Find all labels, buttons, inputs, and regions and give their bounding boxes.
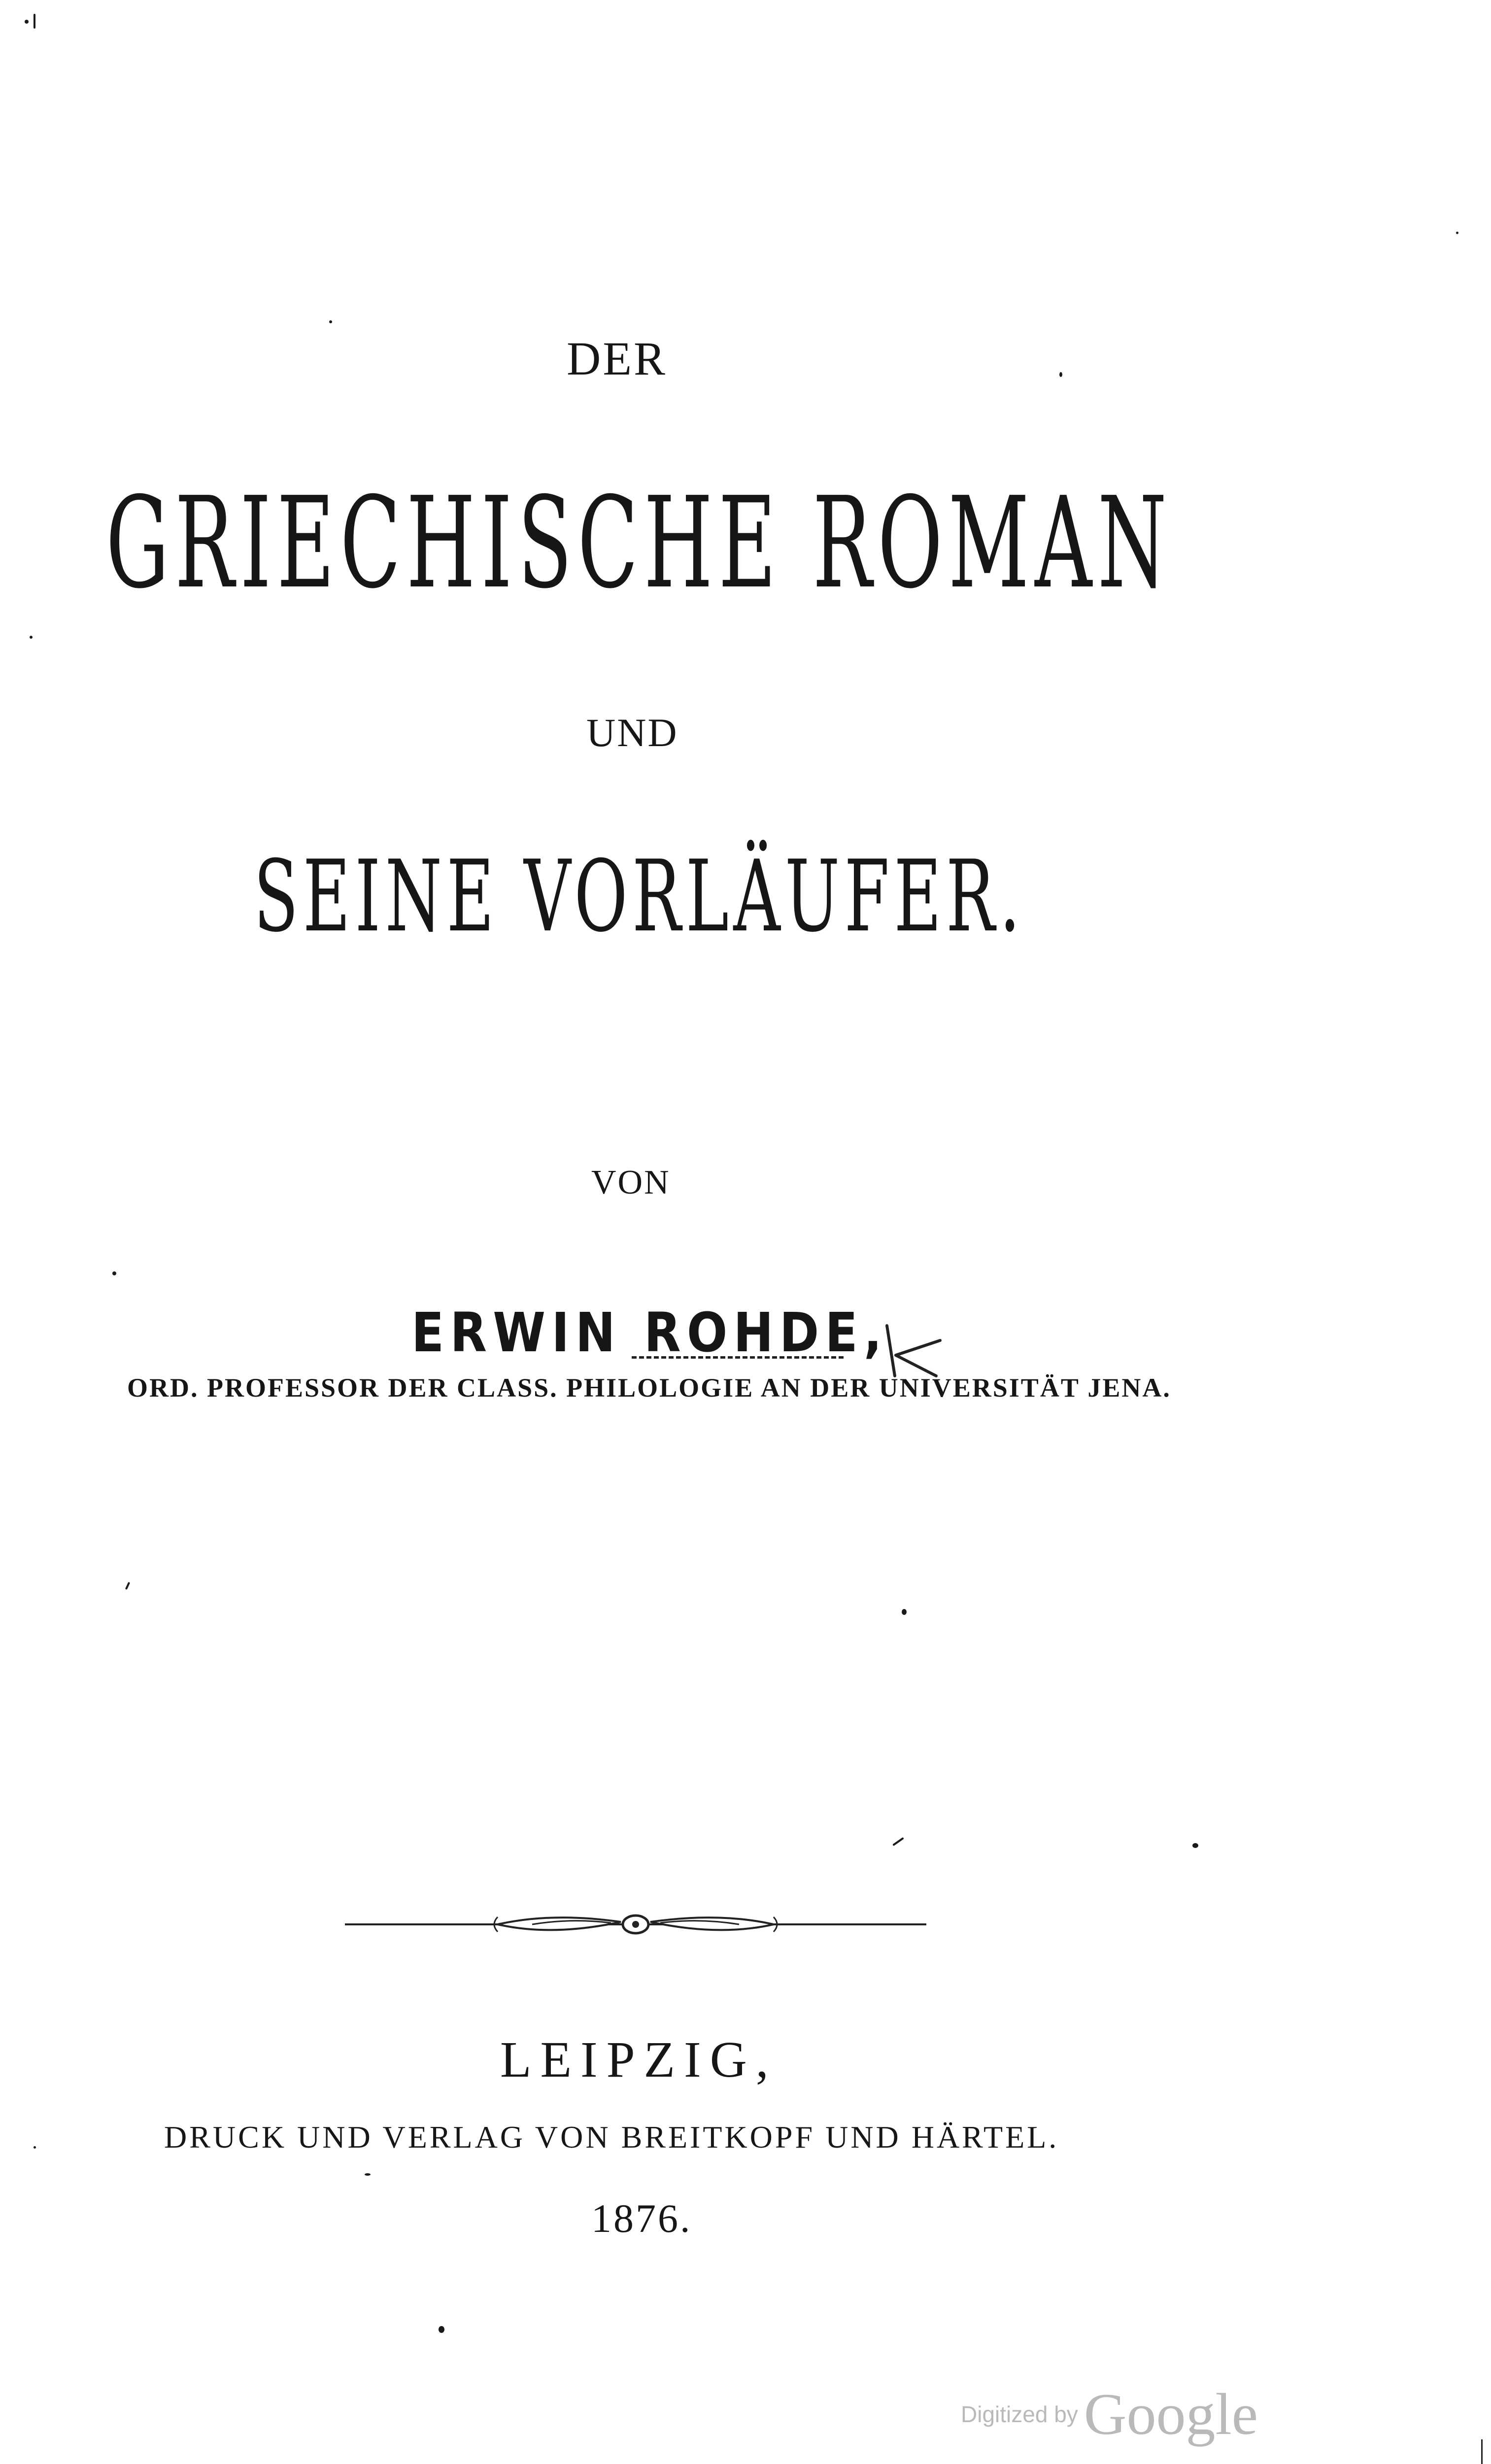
by-line: VON (591, 1164, 671, 1201)
pencil-underline (632, 1356, 844, 1359)
scan-speck (25, 20, 29, 24)
scan-speck (1059, 372, 1062, 377)
main-title: GRIECHISCHE ROMAN (106, 470, 1173, 616)
scan-speck (1192, 1843, 1198, 1848)
title-conjunction: UND (586, 710, 678, 755)
author-name: ERWIN ROHDE, (411, 1301, 888, 1364)
scan-speck (439, 2326, 444, 2333)
page-edge-line (1481, 2439, 1483, 2464)
scan-speck (30, 636, 33, 639)
scan-speck (892, 1837, 904, 1846)
subtitle: SEINE VORLÄUFER. (254, 839, 1025, 954)
digitization-watermark (961, 2380, 1258, 2448)
scan-speck (112, 1271, 116, 1275)
scan-speck (902, 1609, 907, 1615)
publisher-line: DRUCK UND VERLAG VON BREITKOPF UND HÄRTEL. (164, 2120, 1059, 2155)
scan-speck (365, 2173, 371, 2176)
author-affiliation: ORD. PROFESSOR DER CLASS. PHILOLOGIE AN DER UNIVERSITÄT JENA. (127, 1373, 1171, 1403)
handwritten-k-mark (882, 1321, 946, 1380)
google-logo: Google (1084, 2381, 1258, 2447)
ornament-divider (345, 1907, 926, 1942)
scan-speck (34, 14, 35, 29)
scan-speck (125, 1582, 130, 1590)
scan-speck (34, 2146, 36, 2149)
publication-city: LEIPZIG, (500, 2031, 778, 2088)
publication-year: 1876. (591, 2196, 692, 2241)
watermark-prefix: Digitized by (961, 2401, 1078, 2427)
scan-speck (1456, 232, 1458, 234)
scan-speck (329, 320, 332, 323)
title-article: DER (567, 332, 667, 385)
